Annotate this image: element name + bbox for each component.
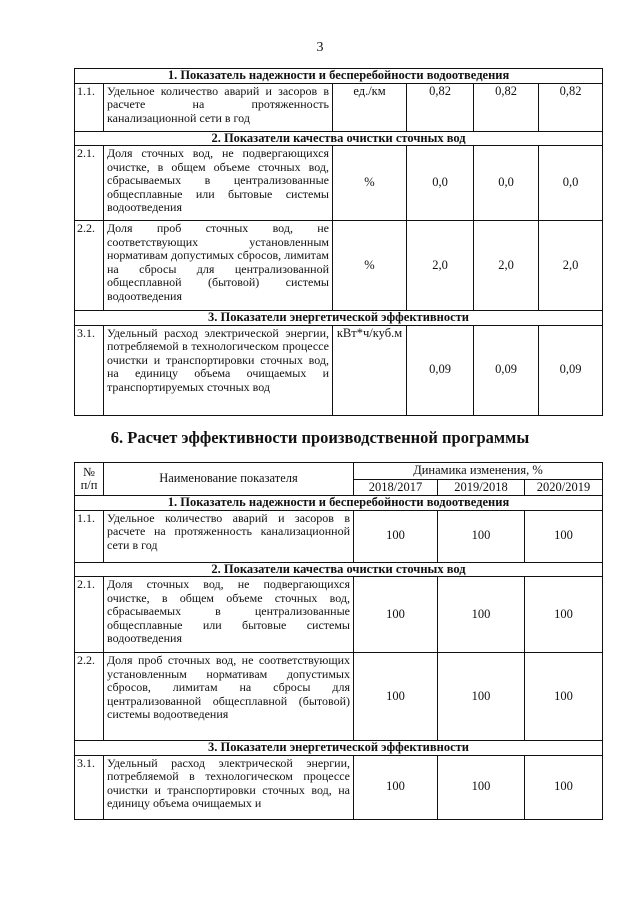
section-title: 1. Показатель надежности и бесперебойности водоотведения	[75, 69, 603, 84]
indicator-value: 100	[525, 510, 603, 562]
header-year: 2019/2018	[438, 479, 525, 496]
row-number: 1.1.	[75, 83, 104, 131]
row-number: 2.1.	[75, 146, 104, 221]
indicator-value: 100	[354, 755, 438, 819]
indicator-value: 100	[525, 755, 603, 819]
indicator-unit: кВт*ч/куб.м	[333, 325, 407, 415]
row-number: 3.1.	[75, 325, 104, 415]
efficiency-table	[74, 462, 603, 820]
indicator-value: 0,09	[474, 325, 539, 415]
row-number: 3.1.	[75, 755, 104, 819]
indicator-value: 2,0	[407, 221, 474, 311]
indicator-value: 100	[354, 653, 438, 741]
row-number: 2.2.	[75, 653, 104, 741]
header-year: 2018/2017	[354, 479, 438, 496]
indicator-name: Удельное количество аварий и засоров в расчете на протяженность канализационной сети в год	[104, 510, 354, 562]
indicator-value: 2,0	[474, 221, 539, 311]
indicator-value: 0,82	[407, 83, 474, 131]
row-number: 2.1.	[75, 577, 104, 653]
indicator-value: 100	[438, 510, 525, 562]
indicator-value: 0,0	[539, 146, 603, 221]
header-dynamics: Динамика изменения, %	[354, 463, 603, 480]
header-name: Наименование показателя	[104, 463, 354, 496]
indicator-value: 100	[354, 577, 438, 653]
indicator-unit: ед./км	[333, 83, 407, 131]
section-title: 2. Показатели качества очистки сточных вод	[75, 131, 603, 146]
indicator-unit: %	[333, 221, 407, 311]
section-title: 2. Показатели качества очистки сточных вод	[75, 562, 603, 577]
header-year: 2020/2019	[525, 479, 603, 496]
indicator-value: 100	[438, 755, 525, 819]
section-title: 1. Показатель надежности и бесперебойности водоотведения	[75, 496, 603, 511]
indicator-unit: %	[333, 146, 407, 221]
section-heading: 6. Расчет эффективности производственной программы	[110, 428, 530, 447]
indicator-name: Удельный расход электрической энергии, потребляемой в технологическом процессе очистки и транспортировки сточных вод, на единицу объема очищаемых и	[104, 755, 354, 819]
indicator-value: 0,0	[474, 146, 539, 221]
indicator-value: 0,0	[407, 146, 474, 221]
section-title: 3. Показатели энергетической эффективности	[75, 311, 603, 326]
indicator-value: 100	[438, 653, 525, 741]
indicator-name: Удельный расход электрической энергии, потребляемой в технологическом процессе очистки и транспортировки сточных вод, на единицу объема очищаемых и транспортируемых сточных вод	[104, 325, 333, 415]
indicator-value: 0,09	[407, 325, 474, 415]
indicator-value: 100	[525, 653, 603, 741]
indicator-name: Доля сточных вод, не подвергающихся очистке, в общем объеме сточных вод, сбрасываемых в централизованные общесплавные или бытовые системы водоотведения	[104, 146, 333, 221]
indicator-value: 100	[354, 510, 438, 562]
indicator-name: Доля проб сточных вод, не соответствующих установленным нормативам допустимых сбросов, лимитам на сбросы для централизованной общесплавной (бытовой) системы водоотведения	[104, 653, 354, 741]
indicator-value: 0,82	[474, 83, 539, 131]
indicator-value: 0,82	[539, 83, 603, 131]
indicator-name: Удельное количество аварий и засоров в расчете на протяженность канализационной сети в год	[104, 83, 333, 131]
section-title: 3. Показатели энергетической эффективности	[75, 741, 603, 756]
indicator-value: 0,09	[539, 325, 603, 415]
indicator-value: 100	[438, 577, 525, 653]
indicators-table	[74, 68, 603, 416]
row-number: 1.1.	[75, 510, 104, 562]
indicator-value: 2,0	[539, 221, 603, 311]
indicator-name: Доля проб сточных вод, не соответствующих установленным нормативам допустимых сбросов, лимитам на сбросы для централизованной общесплавной (бытовой) системы водоотведения	[104, 221, 333, 311]
page-number: 3	[316, 40, 324, 55]
indicator-value: 100	[525, 577, 603, 653]
row-number: 2.2.	[75, 221, 104, 311]
indicator-name: Доля сточных вод, не подвергающихся очистке, в общем объеме сточных вод, сбрасываемых в централизованные общесплавные или бытовые системы водоотведения	[104, 577, 354, 653]
header-num: № п/п	[75, 463, 104, 496]
